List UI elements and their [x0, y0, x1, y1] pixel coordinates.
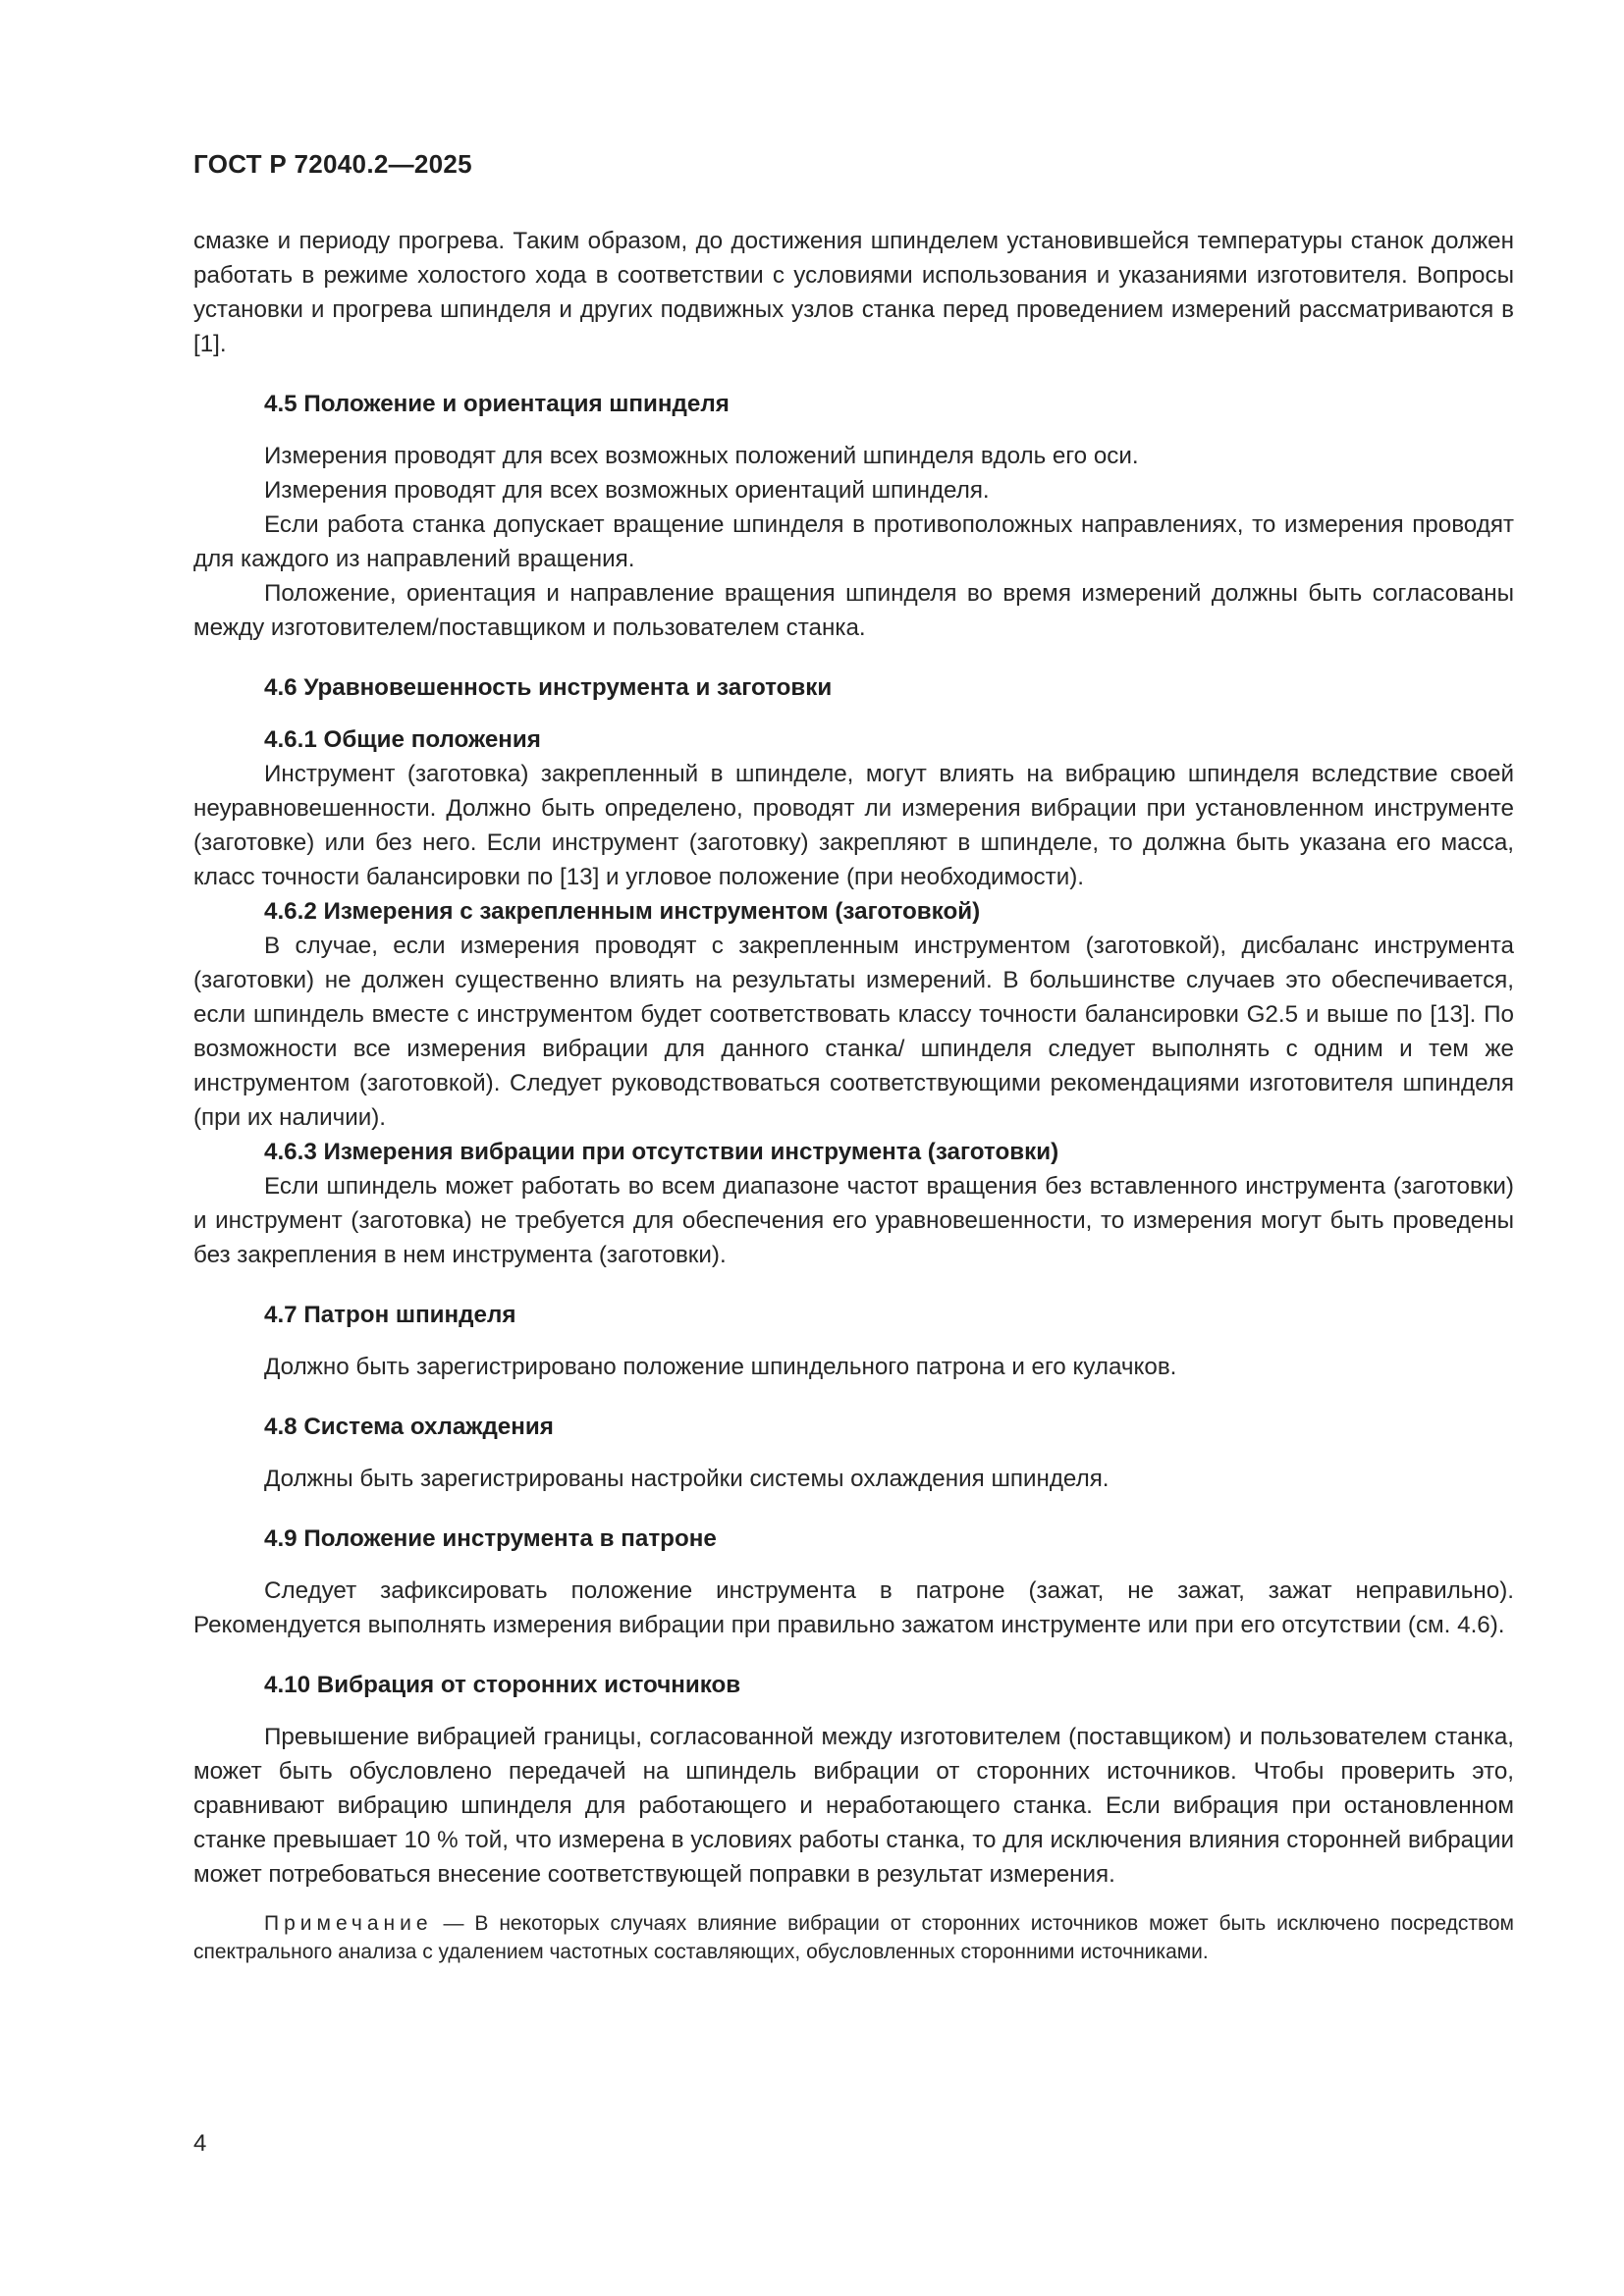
section-4-10-heading: 4.10 Вибрация от сторонних источников: [264, 1672, 741, 1698]
section-4-6-3-paragraph: Если шпиндель может работать во всем диапазоне частот вращения без вставленного инструмента (заготовки) и инструмент (заготовка) не требуется для обеспечения его уравновешенности, то измерения могут быть проведены без закрепления в нем инструмента (заготовки).: [193, 1173, 1514, 1268]
section-4-6-3-heading: 4.6.3 Измерения вибрации при отсутствии инструмента (заготовки): [264, 1139, 1059, 1165]
section-4-5-paragraph-4: Положение, ориентация и направление вращения шпинделя во время измерений должны быть согласованы между изготовителем/поставщиком и пользователем станка.: [193, 580, 1514, 641]
section-4-5-paragraph-1: Измерения проводят для всех возможных положений шпинделя вдоль его оси.: [264, 443, 1139, 469]
page-number: 4: [193, 2130, 207, 2157]
document-body: [193, 224, 1514, 1966]
section-4-8-heading: 4.8 Система охлаждения: [264, 1414, 554, 1440]
section-4-5-paragraph-2: Измерения проводят для всех возможных ориентаций шпинделя.: [264, 477, 990, 504]
intro-paragraph: смазке и периоду прогрева. Таким образом, до достижения шпинделем установившейся температуры станок должен работать в режиме холостого хода в соответствии с условиями использования и указаниями изготовителя. Вопросы установки и прогрева шпинделя и других подвижных узлов станка перед проведением измерений рассматриваются в [1].: [193, 228, 1514, 357]
section-4-6-1-paragraph: Инструмент (заготовка) закрепленный в шпинделе, могут влиять на вибрацию шпинделя вследствие своей неуравновешенности. Должно быть определено, проводят ли измерения вибрации при установленном инструменте (заготовке) или без него. Если инструмент (заготовку) закрепляют в шпинделе, то должна быть указана его масса, класс точности балансировки по [13] и угловое положение (при необходимости).: [193, 761, 1514, 890]
section-4-7-heading: 4.7 Патрон шпинделя: [264, 1302, 516, 1328]
section-4-5-heading: 4.5 Положение и ориентация шпинделя: [264, 391, 730, 417]
note-label: Примечание: [264, 1912, 433, 1935]
section-4-9-heading: 4.9 Положение инструмента в патроне: [264, 1525, 717, 1552]
section-4-6-heading: 4.6 Уравновешенность инструмента и заготовки: [264, 674, 833, 701]
section-4-7-paragraph: Должно быть зарегистрировано положение шпиндельного патрона и его кулачков.: [264, 1354, 1177, 1380]
note-paragraph: [193, 1909, 1514, 1966]
section-4-6-2-heading: 4.6.2 Измерения с закрепленным инструментом (заготовкой): [264, 898, 981, 925]
note-text: — В некоторых случаях влияние вибрации от сторонних источников может быть исключено посредством спектрального анализа с удалением частотных составляющих, обусловленных сторонними источниками.: [193, 1912, 1514, 1963]
section-4-10-paragraph: Превышение вибрацией границы, согласованной между изготовителем (поставщиком) и пользователем станка, может быть обусловлено передачей на шпиндель вибрации от сторонних источников. Чтобы проверить это, сравнивают вибрацию шпинделя для работающего и неработающего станка. Если вибрация при остановленном станке превышает 10 % той, что измерена в условиях работы станка, то для исключения влияния сторонней вибрации может потребоваться внесение соответствующей поправки в результат измерения.: [193, 1724, 1514, 1888]
section-4-5-paragraph-3: Если работа станка допускает вращение шпинделя в противоположных направлениях, то измерения проводят для каждого из направлений вращения.: [193, 511, 1514, 572]
section-4-9-paragraph: Следует зафиксировать положение инструмента в патроне (зажат, не зажат, зажат неправильно). Рекомендуется выполнять измерения вибрации при правильно зажатом инструменте или при его отсутствии (см. 4.6).: [193, 1577, 1514, 1638]
section-4-6-1-heading: 4.6.1 Общие положения: [264, 726, 541, 753]
section-4-6-2-paragraph: В случае, если измерения проводят с закрепленным инструментом (заготовкой), дисбаланс инструмента (заготовки) не должен существенно влиять на результаты измерений. В большинстве случаев это обеспечивается, если шпиндель вместе с инструментом будет соответствовать классу точности балансировки G2.5 и выше по [13]. По возможности все измерения вибрации для данного станка/ шпинделя следует выполнять с одним и тем же инструментом (заготовкой). Следует руководствоваться соответствующими рекомендациями изготовителя шпинделя (при их наличии).: [193, 933, 1514, 1131]
document-header: ГОСТ Р 72040.2—2025: [193, 149, 472, 179]
section-4-8-paragraph: Должны быть зарегистрированы настройки системы охлаждения шпинделя.: [264, 1466, 1110, 1492]
